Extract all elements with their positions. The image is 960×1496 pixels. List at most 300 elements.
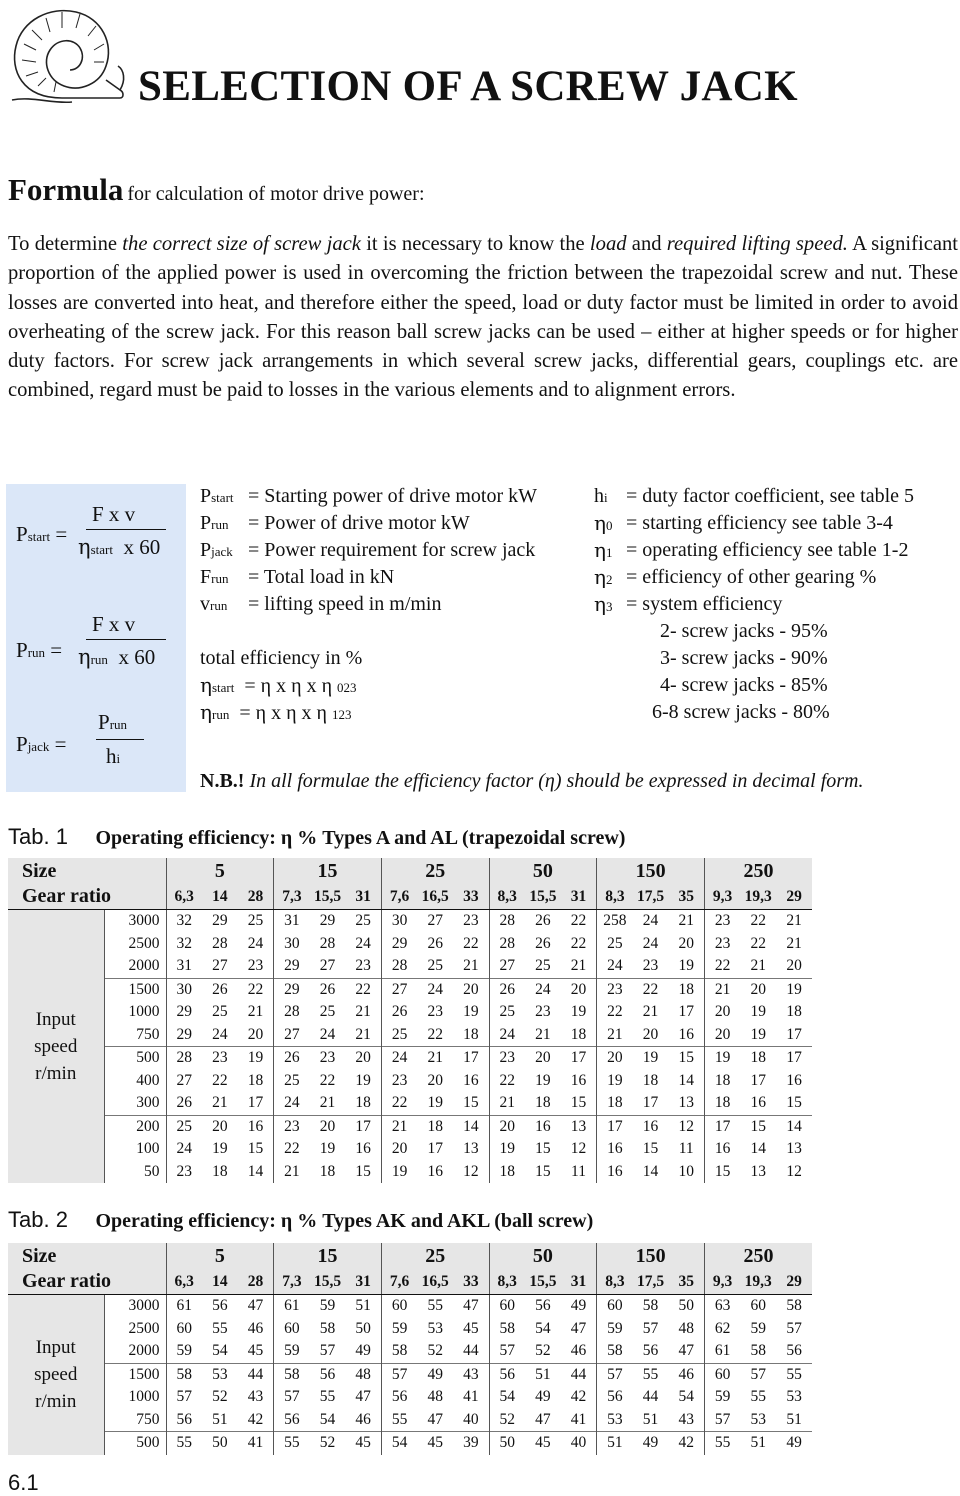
gear-ratio-value: 31 [561, 884, 597, 910]
speed-value: 500 [104, 1047, 166, 1070]
efficiency-cell: 19 [597, 1070, 633, 1093]
efficiency-cell: 13 [463, 1140, 479, 1158]
efficiency-cell: 19 [238, 1047, 274, 1070]
efficiency-cell: 24 [525, 978, 561, 1001]
input-speed-label-line: Input [35, 1009, 76, 1030]
efficiency-cell: 18 [355, 1094, 371, 1112]
efficiency-cell: 21 [489, 1092, 525, 1115]
efficiency-cell: 17 [247, 1094, 264, 1112]
efficiency-cell: 25 [212, 1003, 228, 1021]
efficiency-cell: 16 [238, 1115, 274, 1138]
efficiency-cell: 18 [669, 978, 705, 1001]
efficiency-cell: 11 [678, 1140, 694, 1158]
efficiency-cell: 18 [642, 1071, 659, 1089]
page-number: 6.1 [8, 1470, 39, 1495]
efficiency-cell: 23 [463, 912, 479, 930]
gear-ratio-value: 28 [238, 1269, 274, 1295]
size-value: 5 [166, 1243, 274, 1269]
efficiency-cell: 51 [597, 1432, 633, 1455]
efficiency-cell: 21 [642, 1003, 659, 1021]
efficiency-cell: 22 [212, 1071, 228, 1089]
definition-subscript: run [210, 598, 228, 613]
efficiency-cell: 28 [489, 910, 525, 933]
efficiency-cell: 27 [427, 912, 443, 930]
efficiency-cell: 21 [319, 1094, 336, 1112]
efficiency-cell: 18 [740, 1047, 776, 1070]
efficiency-cell: 14 [750, 1140, 766, 1158]
efficiency-cell: 51 [786, 1410, 802, 1428]
efficiency-cell: 55 [704, 1432, 740, 1455]
efficiency-cell: 14 [642, 1162, 659, 1180]
efficiency-cell: 28 [166, 1047, 202, 1070]
table-row [8, 1432, 812, 1455]
efficiency-cell: 17 [750, 1071, 766, 1089]
table-row [8, 1115, 812, 1138]
efficiency-cell: 20 [561, 978, 597, 1001]
efficiency-cell: 52 [535, 1342, 551, 1360]
system-efficiency-item: 3- screw jacks - 90% [660, 647, 828, 669]
efficiency-cell: 20 [642, 1025, 659, 1043]
definition-subscript: run [211, 517, 229, 532]
efficiency-cell: 20 [786, 957, 802, 975]
efficiency-cell: 51 [212, 1410, 228, 1428]
efficiency-cell: 54 [535, 1319, 551, 1337]
efficiency-cell: 13 [786, 1140, 802, 1158]
speed-value: 200 [104, 1115, 166, 1138]
definition-text: = starting efficiency see table 3-4 [626, 512, 893, 534]
efficiency-cell: 56 [642, 1342, 659, 1360]
efficiency-cell: 56 [212, 1297, 228, 1315]
efficiency-cell: 58 [597, 1340, 633, 1363]
formula-heading-rest: for calculation of motor drive power: [127, 183, 425, 205]
efficiency-cell: 25 [597, 933, 633, 956]
efficiency-cell: 29 [381, 933, 417, 956]
efficiency-cell: 56 [166, 1409, 202, 1432]
speed-value: 2500 [104, 1318, 166, 1341]
efficiency-cell: 16 [427, 1162, 443, 1180]
gear-ratio-value: 6,3 [166, 1269, 202, 1295]
efficiency-cell: 57 [381, 1363, 417, 1386]
definition-subscript: run [211, 571, 229, 586]
efficiency-cell: 57 [597, 1363, 633, 1386]
formula-numerator: F x v [92, 502, 136, 526]
table-row [8, 1409, 812, 1432]
definition-item [200, 593, 442, 615]
efficiency-cell: 16 [463, 1071, 479, 1089]
efficiency-cell: 25 [489, 1001, 525, 1024]
definition-item [594, 538, 909, 562]
efficiency-cell: 17 [453, 1047, 489, 1070]
definition-symbol: P [200, 485, 212, 507]
efficiency-cell: 15 [786, 1094, 802, 1112]
efficiency-cell: 51 [525, 1363, 561, 1386]
efficiency-cell: 22 [345, 978, 381, 1001]
efficiency-cell: 51 [740, 1432, 776, 1455]
efficiency-cell: 60 [704, 1363, 740, 1386]
input-speed-label [8, 1295, 104, 1455]
efficiency-cell: 60 [381, 1295, 417, 1318]
definition-text: = Power requirement for screw jack [248, 539, 536, 561]
efficiency-cell: 59 [597, 1318, 633, 1341]
efficiency-cell: 19 [381, 1161, 417, 1184]
efficiency-cell: 20 [525, 1047, 561, 1070]
efficiency-cell: 24 [417, 978, 453, 1001]
efficiency-cell: 40 [561, 1432, 597, 1455]
definition-text: = Starting power of drive motor kW [248, 485, 537, 507]
efficiency-cell: 24 [642, 912, 659, 930]
formula-p-run-lhs: Prun = [16, 638, 63, 662]
efficiency-cell: 58 [274, 1363, 310, 1386]
efficiency-cell: 19 [427, 1094, 443, 1112]
efficiency-cell: 23 [355, 957, 371, 975]
gear-ratio-value: 15,5 [525, 1269, 561, 1295]
size-label: Size [22, 859, 57, 882]
efficiency-cell: 16 [597, 1161, 633, 1184]
definition-symbol: η [594, 538, 606, 562]
definition-symbol: v [200, 593, 210, 615]
tab1-label: Tab. 1 [8, 824, 68, 849]
speed-value: 2000 [104, 955, 166, 978]
efficiency-cell: 57 [786, 1319, 802, 1337]
efficiency-cell: 13 [561, 1115, 597, 1138]
definition-subscript: 2 [605, 572, 613, 587]
efficiency-cell: 27 [381, 978, 417, 1001]
efficiency-cell: 27 [319, 957, 336, 975]
gear-ratio-value: 16,5 [417, 884, 453, 910]
efficiency-cell: 56 [786, 1342, 802, 1360]
size-value: 250 [704, 1243, 812, 1269]
efficiency-cell: 43 [678, 1410, 694, 1428]
efficiency-cell: 57 [642, 1319, 659, 1337]
efficiency-cell: 20 [704, 1001, 740, 1024]
efficiency-cell: 19 [750, 1025, 766, 1043]
definition-subscript: 0 [605, 518, 613, 533]
efficiency-cell: 22 [570, 912, 587, 930]
formula-p-jack-lhs: Pjack = [16, 732, 67, 756]
speed-value: 2000 [104, 1340, 166, 1363]
efficiency-cell: 24 [597, 955, 633, 978]
input-speed-label-line: r/min [35, 1391, 77, 1413]
tab1-table [8, 858, 812, 1183]
total-efficiency-start: ηstart = η x η x η 023 [200, 673, 357, 697]
efficiency-cell: 15 [642, 1140, 659, 1158]
efficiency-cell: 18 [535, 1094, 551, 1112]
efficiency-cell: 25 [427, 957, 443, 975]
efficiency-cell: 28 [319, 934, 336, 952]
gear-ratio-value: 8,3 [489, 884, 525, 910]
efficiency-cell: 22 [427, 1025, 443, 1043]
efficiency-cell: 24 [489, 1024, 525, 1047]
gear-ratio-value: 8,3 [597, 884, 633, 910]
efficiency-cell: 18 [463, 1025, 479, 1043]
efficiency-cell: 48 [678, 1319, 694, 1337]
efficiency-cell: 60 [166, 1318, 202, 1341]
gear-ratio-value: 8,3 [597, 1269, 633, 1295]
efficiency-cell: 25 [319, 1003, 336, 1021]
fraction-bar [86, 529, 166, 530]
efficiency-cell: 12 [669, 1115, 705, 1138]
efficiency-cell: 45 [247, 1342, 264, 1360]
efficiency-cell: 22 [597, 1001, 633, 1024]
gear-ratio-value: 33 [453, 884, 489, 910]
efficiency-cell: 47 [355, 1388, 371, 1406]
efficiency-cell: 59 [274, 1340, 310, 1363]
efficiency-cell: 22 [238, 978, 274, 1001]
definition-item [200, 566, 395, 588]
efficiency-cell: 28 [274, 1001, 310, 1024]
definition-symbol: η [594, 592, 606, 616]
efficiency-cell: 18 [704, 1070, 740, 1093]
efficiency-cell: 23 [597, 978, 633, 1001]
efficiency-cell: 21 [417, 1047, 453, 1070]
efficiency-cell: 57 [166, 1386, 202, 1409]
efficiency-cell: 13 [678, 1094, 694, 1112]
efficiency-cell: 15 [669, 1047, 705, 1070]
system-efficiency-item: 6-8 screw jacks - 80% [652, 701, 830, 723]
efficiency-cell: 49 [417, 1363, 453, 1386]
gear-ratio-value: 16,5 [417, 1269, 453, 1295]
efficiency-cell: 59 [319, 1297, 336, 1315]
table-row [8, 933, 812, 956]
definition-symbol: η [594, 565, 606, 589]
efficiency-cell: 25 [355, 912, 371, 930]
efficiency-cell: 53 [750, 1410, 766, 1428]
efficiency-cell: 19 [355, 1071, 371, 1089]
efficiency-cell: 19 [463, 1003, 479, 1021]
efficiency-cell: 56 [381, 1386, 417, 1409]
efficiency-cell: 23 [642, 957, 659, 975]
efficiency-cell: 18 [319, 1162, 336, 1180]
formula-heading-bold: Formula [8, 172, 124, 207]
efficiency-cell: 24 [642, 934, 659, 952]
efficiency-cell: 23 [310, 1047, 346, 1070]
efficiency-cell: 57 [740, 1363, 776, 1386]
efficiency-cell: 52 [427, 1342, 443, 1360]
efficiency-cell: 27 [166, 1070, 202, 1093]
efficiency-cell: 22 [319, 1071, 336, 1089]
efficiency-cell: 28 [381, 955, 417, 978]
size-value: 250 [704, 858, 812, 884]
speed-value: 3000 [104, 910, 166, 933]
efficiency-cell: 44 [561, 1363, 597, 1386]
efficiency-cell: 19 [489, 1138, 525, 1161]
efficiency-cell: 29 [319, 912, 336, 930]
efficiency-cell: 55 [381, 1409, 417, 1432]
definition-subscript: start [211, 490, 234, 505]
gear-ratio-value: 35 [669, 884, 705, 910]
efficiency-cell: 18 [489, 1161, 525, 1184]
size-value: 150 [597, 1243, 705, 1269]
speed-value: 1500 [104, 1363, 166, 1386]
efficiency-cell: 47 [463, 1297, 479, 1315]
definition-symbol: F [200, 566, 212, 588]
efficiency-cell: 16 [678, 1025, 694, 1043]
efficiency-cell: 60 [489, 1295, 525, 1318]
efficiency-cell: 41 [463, 1388, 479, 1406]
table-row [8, 1070, 812, 1093]
efficiency-cell: 20 [678, 934, 694, 952]
efficiency-cell: 21 [786, 912, 802, 930]
efficiency-cell: 19 [776, 978, 812, 1001]
efficiency-cell: 11 [571, 1162, 586, 1180]
efficiency-cell: 15 [463, 1094, 479, 1112]
speed-value: 400 [104, 1070, 166, 1093]
efficiency-cell: 26 [310, 978, 346, 1001]
efficiency-cell: 21 [355, 1025, 371, 1043]
efficiency-cell: 42 [570, 1388, 587, 1406]
input-speed-label-line: speed [34, 1036, 78, 1057]
efficiency-cell: 60 [274, 1318, 310, 1341]
efficiency-cell: 21 [704, 978, 740, 1001]
efficiency-cell: 29 [212, 912, 228, 930]
table-row [8, 1295, 812, 1318]
size-value: 50 [489, 1243, 597, 1269]
efficiency-cell: 29 [166, 1001, 202, 1024]
fraction-bar [96, 739, 144, 740]
efficiency-cell: 22 [274, 1138, 310, 1161]
efficiency-cell: 24 [381, 1047, 417, 1070]
efficiency-cell: 15 [570, 1094, 587, 1112]
definition-symbol: P [200, 512, 212, 534]
gear-ratio-value: 7,6 [381, 1269, 417, 1295]
formula-p-start-lhs: Pstart = [16, 522, 68, 546]
efficiency-cell: 47 [570, 1319, 587, 1337]
efficiency-cell: 53 [786, 1388, 802, 1406]
efficiency-cell: 24 [247, 934, 264, 952]
efficiency-cell: 20 [202, 1115, 238, 1138]
efficiency-cell: 15 [535, 1140, 551, 1158]
efficiency-cell: 54 [381, 1432, 417, 1455]
efficiency-cell: 20 [489, 1115, 525, 1138]
definition-subscript: jack [211, 544, 233, 559]
company-logo [2, 0, 130, 120]
efficiency-cell: 30 [381, 910, 417, 933]
efficiency-cell: 59 [166, 1340, 202, 1363]
efficiency-cell: 24 [166, 1138, 202, 1161]
efficiency-cell: 23 [247, 957, 264, 975]
size-header-row [8, 1243, 812, 1269]
efficiency-cell: 26 [166, 1092, 202, 1115]
efficiency-cell: 22 [750, 912, 766, 930]
efficiency-cell: 21 [212, 1094, 228, 1112]
efficiency-cell: 56 [489, 1363, 525, 1386]
efficiency-cell: 49 [570, 1297, 587, 1315]
efficiency-cell: 21 [355, 1003, 371, 1021]
table-row [8, 955, 812, 978]
efficiency-cell: 22 [633, 978, 669, 1001]
efficiency-cell: 18 [570, 1025, 587, 1043]
efficiency-cell: 27 [489, 955, 525, 978]
gear-ratio-value: 28 [238, 884, 274, 910]
efficiency-cell: 20 [345, 1047, 381, 1070]
efficiency-cell: 24 [212, 1025, 228, 1043]
definition-subscript: 1 [605, 545, 613, 560]
efficiency-cell: 47 [535, 1410, 551, 1428]
efficiency-cell: 50 [202, 1432, 238, 1455]
efficiency-cell: 45 [463, 1319, 479, 1337]
efficiency-cell: 59 [704, 1386, 740, 1409]
efficiency-cell: 47 [427, 1410, 443, 1428]
speed-value: 500 [104, 1432, 166, 1455]
efficiency-cell: 46 [669, 1363, 705, 1386]
table-row [8, 1363, 812, 1386]
size-label: Size [22, 1244, 57, 1267]
efficiency-cell: 25 [274, 1070, 310, 1093]
efficiency-cell: 18 [786, 1003, 802, 1021]
efficiency-cell: 15 [704, 1161, 740, 1184]
efficiency-cell: 22 [750, 934, 766, 952]
efficiency-cell: 53 [597, 1409, 633, 1432]
definition-text: = operating efficiency see table 1-2 [626, 539, 909, 561]
efficiency-cell: 55 [212, 1319, 228, 1337]
efficiency-cell: 23 [427, 1003, 443, 1021]
table-row [8, 1047, 812, 1070]
efficiency-cell: 61 [274, 1295, 310, 1318]
definition-symbol: P [200, 539, 212, 561]
formula-denominator: hi [106, 744, 121, 768]
efficiency-cell: 19 [570, 1003, 587, 1021]
efficiency-cell: 31 [166, 955, 202, 978]
efficiency-cell: 21 [570, 957, 587, 975]
efficiency-cell: 21 [463, 957, 479, 975]
table-row [8, 910, 812, 933]
efficiency-cell: 55 [750, 1388, 766, 1406]
formula-numerator: Prun [98, 710, 128, 734]
efficiency-cell: 21 [786, 934, 802, 952]
gear-ratio-value: 31 [561, 1269, 597, 1295]
efficiency-cell: 14 [453, 1115, 489, 1138]
efficiency-cell: 58 [166, 1363, 202, 1386]
definition-text: = duty factor coefficient, see table 5 [626, 485, 915, 507]
efficiency-cell: 16 [570, 1071, 587, 1089]
table-row [8, 1161, 812, 1184]
efficiency-cell: 60 [597, 1295, 633, 1318]
efficiency-cell: 26 [489, 978, 525, 1001]
efficiency-cell: 21 [597, 1024, 633, 1047]
efficiency-cell: 19 [633, 1047, 669, 1070]
gear-ratio-value: 17,5 [633, 884, 669, 910]
efficiency-cell: 16 [597, 1138, 633, 1161]
efficiency-cell: 22 [489, 1070, 525, 1093]
efficiency-cell: 19 [750, 1003, 766, 1021]
efficiency-cell: 26 [202, 978, 238, 1001]
table-row [8, 1138, 812, 1161]
efficiency-cell: 56 [274, 1409, 310, 1432]
efficiency-cell: 14 [776, 1115, 812, 1138]
definition-item [200, 485, 537, 507]
efficiency-cell: 57 [319, 1342, 336, 1360]
efficiency-cell: 57 [704, 1409, 740, 1432]
efficiency-cell: 28 [489, 933, 525, 956]
definition-item [594, 511, 893, 535]
efficiency-cell: 17 [642, 1094, 659, 1112]
efficiency-cell: 17 [678, 1003, 694, 1021]
formula-denominator: ηstart x 60 [78, 535, 161, 559]
efficiency-cell: 46 [247, 1319, 264, 1337]
definition-symbol: η [594, 511, 606, 535]
gear-ratio-value: 31 [345, 884, 381, 910]
efficiency-cell: 17 [776, 1047, 812, 1070]
efficiency-cell: 18 [417, 1115, 453, 1138]
efficiency-cell: 15 [247, 1140, 264, 1158]
efficiency-cell: 20 [704, 1024, 740, 1047]
definition-text: = system efficiency [626, 593, 783, 615]
efficiency-cell: 55 [319, 1388, 336, 1406]
efficiency-cell: 17 [561, 1047, 597, 1070]
efficiency-cell: 19 [319, 1140, 336, 1158]
efficiency-cell: 13 [750, 1162, 766, 1180]
formula-heading [8, 172, 425, 208]
